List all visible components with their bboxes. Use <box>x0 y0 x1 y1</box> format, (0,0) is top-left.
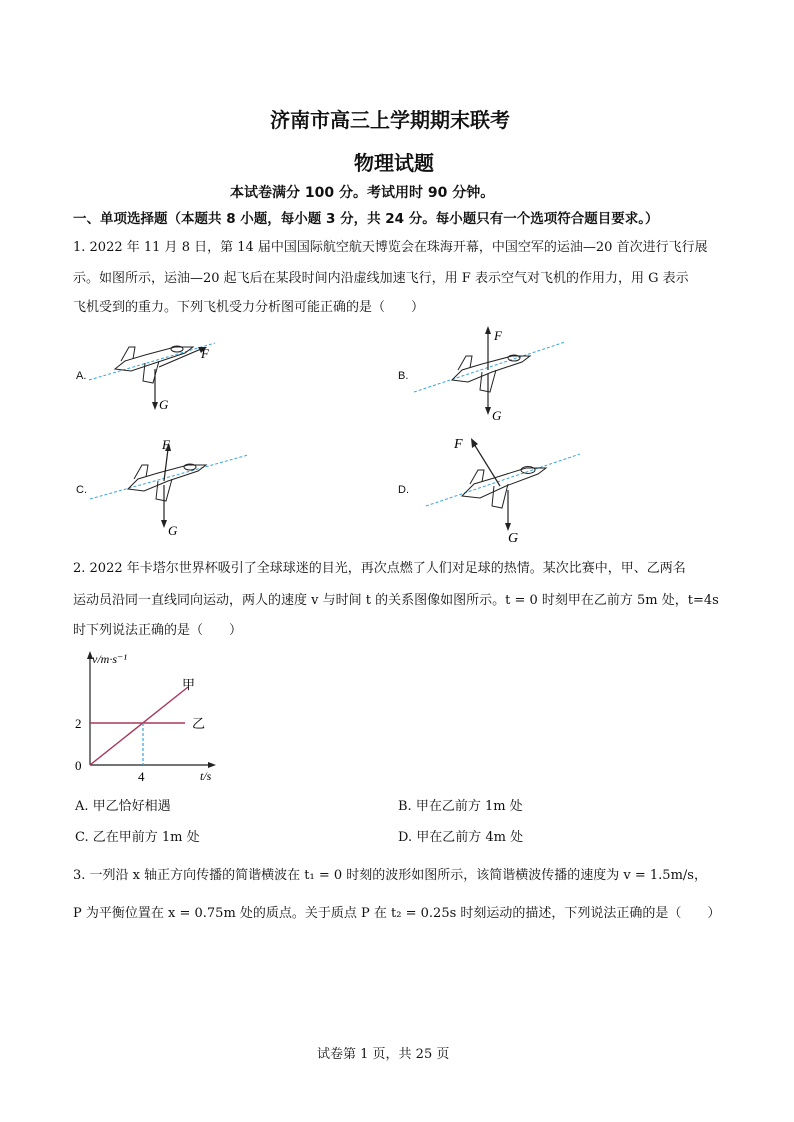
q1-figure-c <box>88 433 258 541</box>
q1-d-force-g: G <box>508 531 519 545</box>
graph-origin: 0 <box>75 758 82 773</box>
graph-xtick-4: 4 <box>138 769 145 784</box>
q1-a-force-g: G <box>159 397 169 412</box>
graph-xlabel: t/s <box>200 769 212 783</box>
q1-line-1: 1. 2022 年 11 月 8 日，第 14 届中国国际航空航天博览会在珠海开幕，中国空军的运油—20 首次进行飞行展 <box>73 240 708 255</box>
q2-vt-graph <box>70 645 230 785</box>
plane-icon <box>128 464 206 501</box>
q1-option-b-label: B. <box>398 370 409 382</box>
q2-option-b: B. 甲在乙前方 1m 处 <box>398 799 523 814</box>
plane-icon <box>462 467 546 509</box>
q1-option-c-label: C. <box>76 484 87 496</box>
q1-d-force-f: F <box>454 437 463 452</box>
plane-icon <box>452 355 530 392</box>
subject-title: 物理试题 <box>354 151 434 175</box>
q2-line-1: 2. 2022 年卡塔尔世界杯吸引了全球球迷的目光，再次点燃了人们对足球的热情。某次比赛中，甲、乙两名 <box>73 561 686 576</box>
q1-b-force-g: G <box>492 408 502 422</box>
graph-ytick-2: 2 <box>75 716 82 731</box>
q2-option-d: D. 甲在乙前方 4m 处 <box>398 830 524 845</box>
q2-line-2: 运动员沿同一直线同向运动，两人的速度 v 与时间 t 的关系图像如图所示。t = 0 时刻甲在乙前方 5m 处，t=4s <box>73 593 719 608</box>
q2-option-a: A. 甲乙恰好相遇 <box>75 799 171 814</box>
graph-ylabel: v/m·s⁻¹ <box>92 652 127 666</box>
q1-figure-b <box>410 322 580 422</box>
q1-c-force-g: G <box>168 523 178 538</box>
q2-option-c: C. 乙在甲前方 1m 处 <box>75 830 200 845</box>
exam-title: 济南市高三上学期期末联考 <box>270 108 510 132</box>
q1-option-d-label: D. <box>398 484 409 496</box>
series-jia-line <box>90 687 188 765</box>
q1-figure-a <box>85 325 245 415</box>
q3-line-2: P 为平衡位置在 x = 0.75m 处的质点。关于质点 P 在 t₂ = 0.25s 时刻运动的描述，下列说法正确的是（ ） <box>73 906 721 921</box>
page-footer: 试卷第 1 页，共 25 页 <box>317 1047 450 1062</box>
graph-series-jia: 甲 <box>182 677 196 692</box>
q1-line-3: 飞机受到的重力。下列飞机受力分析图可能正确的是（ ） <box>73 300 425 315</box>
section-heading: 一、单项选择题（本题共 8 小题，每小题 3 分，共 24 分。每小题只有一个选项符合题目要求。） <box>73 211 659 227</box>
q1-figure-d <box>420 430 590 545</box>
q2-line-3: 时下列说法正确的是（ ） <box>73 623 243 638</box>
q3-line-1: 3. 一列沿 x 轴正方向传播的简谐横波在 t₁ = 0 时刻的波形如图所示，该简谐横波传播的速度为 v = 1.5m/s， <box>73 868 707 883</box>
q1-option-a-label: A. <box>76 370 87 382</box>
q1-line-2: 示。如图所示，运油—20 起飞后在某段时间内沿虚线加速飞行，用 F 表示空气对飞机的作用力，用 G 表示 <box>73 271 689 286</box>
q1-b-force-f: F <box>494 328 502 343</box>
q1-c-force-f: F <box>162 437 170 452</box>
q1-a-force-f: F <box>201 346 209 361</box>
exam-info: 本试卷满分 100 分。考试用时 90 分钟。 <box>230 185 495 201</box>
graph-series-yi: 乙 <box>192 716 206 731</box>
plane-icon <box>115 346 193 383</box>
